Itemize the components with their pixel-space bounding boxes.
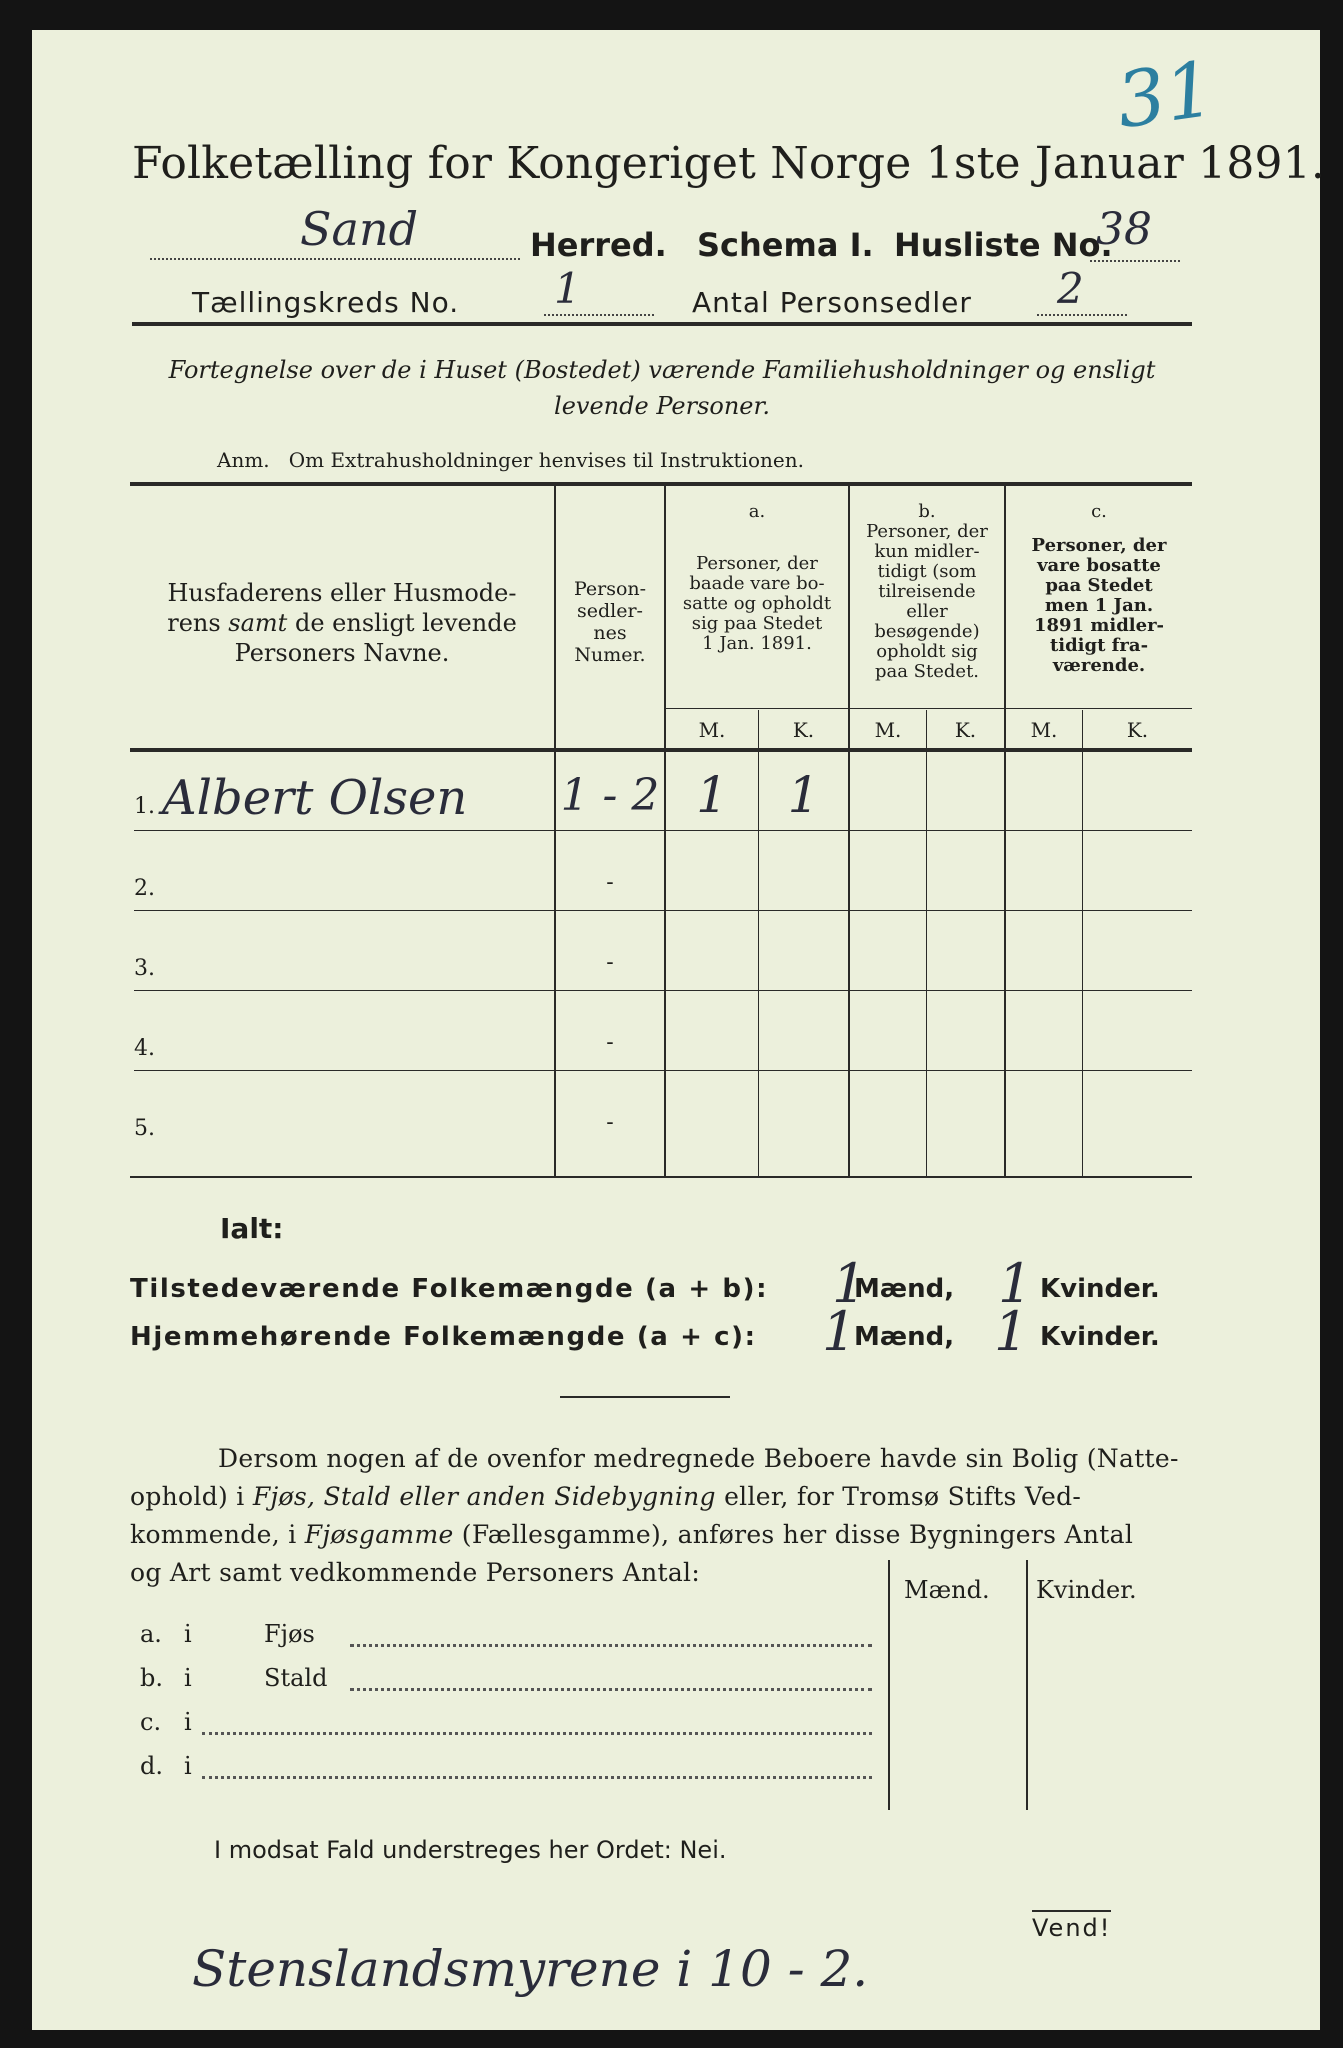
- hjemme-kvinder: Kvinder.: [1040, 1322, 1160, 1352]
- building-letter: d.: [140, 1752, 163, 1780]
- col-c-k: K.: [1126, 718, 1149, 742]
- col-names-line-2b: samt: [228, 609, 288, 637]
- col-c-lines-6: tidigt fra-: [1049, 635, 1149, 656]
- table-row: [32, 992, 1320, 1072]
- col-a-lines-4: sig paa Stedet: [691, 613, 823, 634]
- table-top-rule: [130, 482, 1192, 486]
- paragraph-line-3c: (Fællesgamme), anføres her disse Bygningers Antal: [453, 1520, 1134, 1549]
- buildings-kvinder-header: Kvinder.: [1036, 1576, 1137, 1604]
- hjemme-label: Hjemmehørende Folkemængde (a + c):: [130, 1322, 757, 1352]
- herred-field: [150, 202, 520, 260]
- herred-label: Herred.: [530, 226, 667, 264]
- paragraph-line-2b: Fjøs, Stald eller anden Sidebygning: [252, 1482, 716, 1511]
- row-sedler: -: [606, 950, 614, 975]
- census-form-page: [32, 30, 1326, 2030]
- col-num-header: [556, 578, 664, 666]
- row-sedler: 1 - 2: [560, 770, 660, 821]
- row-sedler: -: [606, 870, 614, 895]
- anm-note: Anm. Om Extrahusholdninger henvises til Instruktionen.: [217, 448, 804, 472]
- tilstede-label: Tilstedeværende Folkemængde (a + b):: [130, 1274, 769, 1304]
- col-c-lines-2: vare bosatte: [1037, 555, 1161, 576]
- col-names-line-2c: de ensligt levende: [287, 609, 517, 637]
- col-c-header: [1006, 502, 1192, 676]
- subtitle-line-1: Fortegnelse over de i Huset (Bostedet) værende Familiehusholdninger og ensligt: [168, 356, 1156, 384]
- building-name: Fjøs: [264, 1620, 315, 1648]
- col-names-line-1: Husfaderens eller Husmode-: [167, 579, 517, 607]
- tilstede-maend: Mænd,: [854, 1274, 955, 1304]
- row-rule: [134, 830, 1192, 831]
- paragraph-line-3: [130, 1516, 1192, 1554]
- col-c-lines-3: paa Stedet: [1045, 575, 1153, 596]
- col-a-letter: a.: [748, 501, 766, 522]
- paragraph-line-4: og Art samt vedkommende Personers Antal:: [130, 1558, 701, 1587]
- kreds-field: [544, 264, 654, 316]
- row-rule: [134, 910, 1192, 911]
- header-rule: [132, 322, 1192, 326]
- table-row: [32, 832, 1320, 912]
- col-b-lines-3: tidigt (som: [877, 561, 977, 582]
- antal-field: [1037, 264, 1127, 316]
- col-b-k: K.: [954, 718, 977, 742]
- modsat-note: I modsat Fald understreges her Ordet: Nei.: [214, 1836, 727, 1864]
- col-a-k: K.: [792, 718, 815, 742]
- col-b-description: [850, 522, 1004, 682]
- row-number: 3.: [134, 956, 155, 981]
- col-names-line-3: Personers Navne.: [234, 639, 450, 667]
- paragraph-line-2c: eller, for Tromsø Stifts Ved-: [715, 1482, 1082, 1511]
- schema-label: Schema I.: [697, 226, 874, 264]
- col-num-line-1: Person-: [573, 578, 647, 600]
- hjemme-m: 1: [822, 1300, 857, 1363]
- building-i: i: [184, 1708, 192, 1736]
- row-number: 1.: [134, 794, 155, 819]
- col-c-lines-1: Personer, der: [1031, 535, 1167, 556]
- col-b-lines-2: kun midler-: [874, 541, 980, 562]
- col-c-description: [1006, 536, 1192, 676]
- col-b-lines-8: paa Stedet.: [874, 661, 980, 682]
- building-i: i: [184, 1664, 192, 1692]
- col-b-lines-5: eller: [906, 601, 948, 622]
- building-i: i: [184, 1620, 192, 1648]
- col-c-lines-5: 1891 midler-: [1033, 615, 1165, 636]
- col-num-line-3: nes: [593, 622, 627, 644]
- paragraph-line-3b: Fjøsgamme: [304, 1520, 454, 1549]
- antal-value: 2: [1057, 264, 1084, 313]
- herred-value: Sand: [300, 202, 419, 256]
- paragraph-line-1: Dersom nogen af de ovenfor medregnede Beboere havde sin Bolig (Natte-: [218, 1444, 1179, 1473]
- buildings-divider-1: [888, 1560, 890, 1810]
- tilstede-m: 1: [832, 1252, 867, 1315]
- building-dotted-line: [202, 1776, 872, 1779]
- building-dotted-line: [350, 1688, 872, 1691]
- building-name: Stald: [264, 1664, 328, 1692]
- col-names-line-2: [142, 608, 542, 638]
- col-c-lines-4: men 1 Jan.: [1044, 595, 1154, 616]
- antal-label: Antal Personsedler: [692, 286, 972, 319]
- row-rule: [134, 1070, 1192, 1071]
- row-number: 5.: [134, 1116, 155, 1141]
- col-a-lines-2: baade vare bo-: [689, 573, 825, 594]
- building-dotted-line: [350, 1644, 872, 1647]
- form-title: Folketælling for Kongeriget Norge 1ste Januar 1891.: [132, 138, 1326, 189]
- tilstede-k: 1: [998, 1252, 1033, 1315]
- building-dotted-line: [202, 1732, 872, 1735]
- row-rule: [134, 990, 1192, 991]
- row-number: 4.: [134, 1036, 155, 1061]
- row-a-m: 1: [696, 766, 728, 824]
- row-sedler: -: [606, 1110, 614, 1135]
- hjemme-maend: Mænd,: [854, 1322, 955, 1352]
- subtitle-line-2: levende Personer.: [554, 392, 770, 420]
- buildings-maend-header: Mænd.: [904, 1576, 990, 1604]
- ialt-label: Ialt:: [220, 1212, 284, 1245]
- paragraph: [130, 1440, 1192, 1592]
- col-a-lines-1: Personer, der: [696, 553, 818, 574]
- col-b-lines-4: tilreisende: [878, 581, 976, 602]
- col-b-lines-7: opholdt sig: [876, 641, 978, 662]
- row-sedler: -: [606, 1030, 614, 1055]
- building-i: i: [184, 1752, 192, 1780]
- row-number: 2.: [134, 876, 155, 901]
- table-row: [32, 752, 1320, 832]
- col-b-letter: b.: [918, 501, 936, 522]
- kreds-label: Tællingskreds No.: [192, 286, 460, 319]
- page-number: 31: [1111, 43, 1220, 146]
- col-names-header: [142, 578, 542, 668]
- building-letter: c.: [140, 1708, 162, 1736]
- col-num-line-4: Numer.: [574, 644, 646, 666]
- building-letter: b.: [140, 1664, 163, 1692]
- col-a-header: [666, 502, 848, 654]
- tilstede-kvinder: Kvinder.: [1040, 1274, 1160, 1304]
- table-row: [32, 1072, 1320, 1152]
- hjemme-k: 1: [994, 1300, 1029, 1363]
- col-a-description: [666, 554, 848, 654]
- footnote-handwriting: Stenslandsmyrene i 10 - 2.: [192, 1940, 869, 1998]
- col-b-m: M.: [874, 718, 902, 742]
- row-name: Albert Olsen: [162, 770, 468, 826]
- col-num-line-2: sedler-: [577, 600, 643, 622]
- paragraph-line-2: [130, 1478, 1192, 1516]
- building-letter: a.: [140, 1620, 162, 1648]
- col-b-lines-1: Personer, der: [866, 521, 988, 542]
- paragraph-line-3a: kommende, i: [130, 1520, 305, 1549]
- col-a-lines-5: 1 Jan. 1891.: [702, 633, 812, 654]
- husliste-field: [1090, 204, 1180, 262]
- col-b-lines-6: besøgende): [874, 621, 980, 642]
- col-c-lines-7: værende.: [1052, 655, 1146, 676]
- col-b-header: [850, 502, 1004, 682]
- col-c-letter: c.: [1091, 501, 1107, 522]
- col-a-lines-3: satte og opholdt: [682, 593, 832, 614]
- kreds-value: 1: [554, 264, 581, 313]
- section-divider: [560, 1396, 730, 1398]
- buildings-divider-2: [1026, 1560, 1028, 1810]
- paragraph-line-2a: ophold) i: [130, 1482, 253, 1511]
- row-a-k: 1: [787, 766, 820, 824]
- col-names-line-2a: rens: [167, 609, 229, 637]
- col-c-m: M.: [1030, 718, 1058, 742]
- vend-label: Vend!: [1032, 1910, 1111, 1942]
- table-row: [32, 912, 1320, 992]
- table-mk-rule: [664, 708, 1192, 709]
- husliste-value: 38: [1096, 204, 1152, 255]
- table-bottom-rule: [130, 1176, 1192, 1178]
- col-a-m: M.: [698, 718, 726, 742]
- husliste-label: Husliste No.: [894, 226, 1113, 264]
